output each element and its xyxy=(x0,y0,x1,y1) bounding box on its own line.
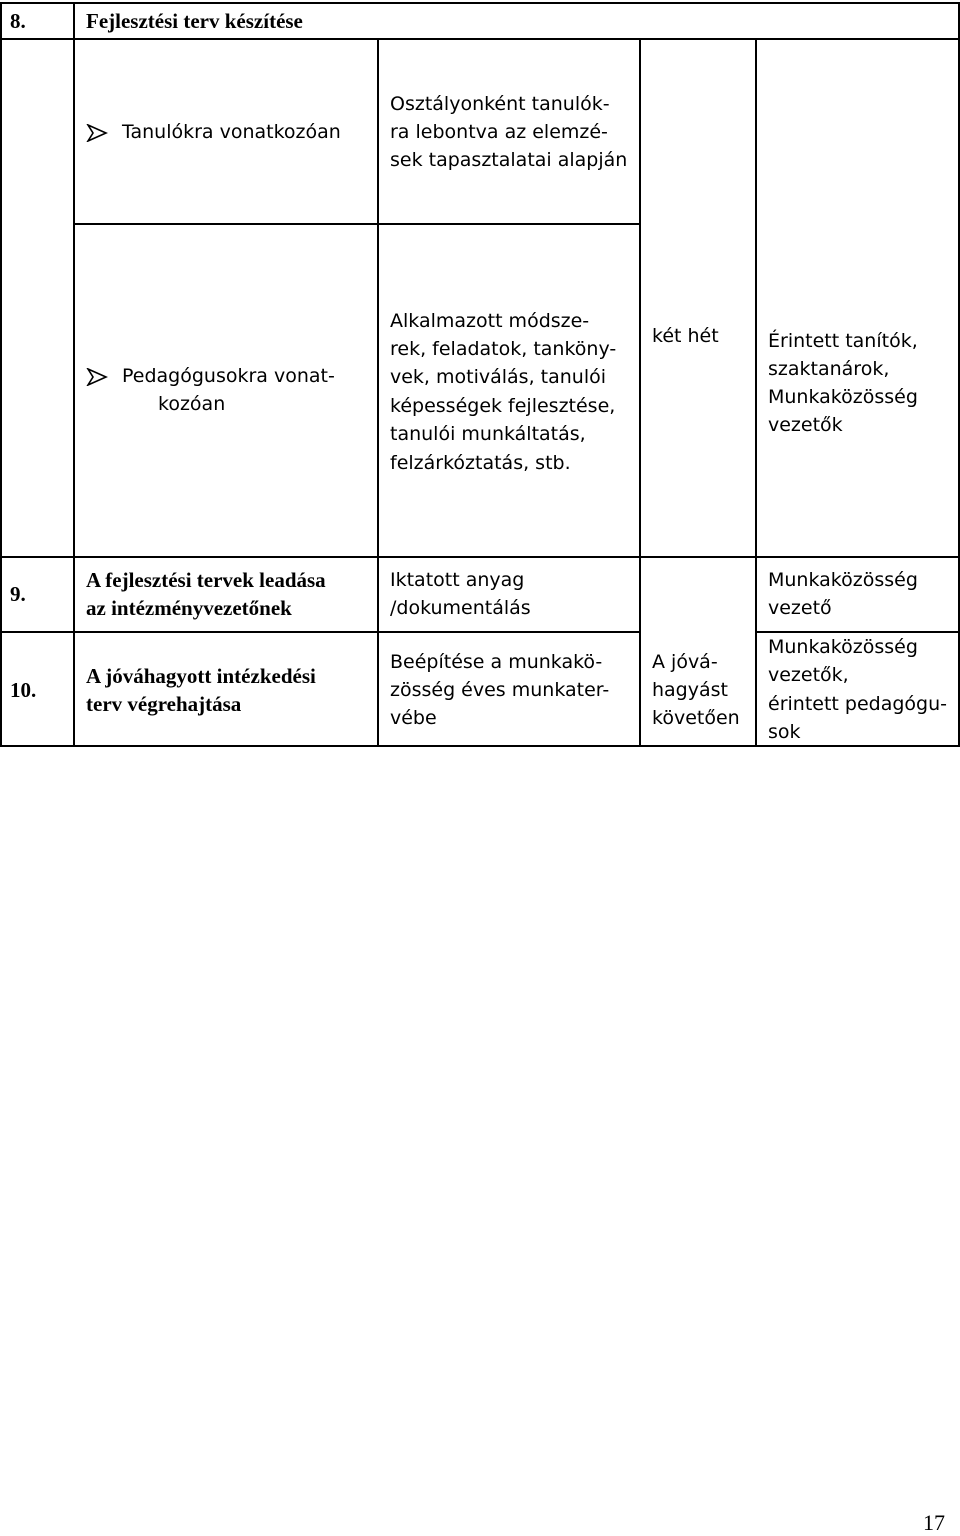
column-divider-4 xyxy=(755,38,757,747)
row-number: 10. xyxy=(10,678,37,702)
row-task-line: A fejlesztési tervek leadása xyxy=(86,568,326,592)
row-method-line: vébe xyxy=(390,707,437,729)
row-method-line: Iktatott anyag xyxy=(390,569,525,591)
responsible-line: szaktanárok, xyxy=(768,358,890,380)
deadline: két hét xyxy=(652,325,719,347)
row-deadline-line: A jóvá- xyxy=(652,651,718,673)
row-deadline-line: követően xyxy=(652,707,740,729)
row-responsible-line: Munkaközösség xyxy=(768,636,918,658)
column-divider-1 xyxy=(73,2,75,747)
responsible-line: vezetők xyxy=(768,414,843,436)
column-divider-2 xyxy=(377,38,379,747)
row-deadline-line: hagyást xyxy=(652,679,728,701)
responsible-line: Munkaközösség xyxy=(768,386,918,408)
row-method-line: zösség éves munkater- xyxy=(390,679,610,701)
row-responsible-line: érintett pedagógu- xyxy=(768,693,947,715)
row-task-line: terv végrehajtása xyxy=(86,692,242,716)
header-row-divider xyxy=(0,38,960,40)
sub-row-label-students: Tanulókra vonatkozóan xyxy=(122,121,341,143)
row-method-line: Beépítése a munkakö- xyxy=(390,651,603,673)
row-divider-9 xyxy=(0,556,960,558)
sub-row-method-line: rek, feladatok, tanköny- xyxy=(390,338,617,360)
section-title: Fejlesztési terv készítése xyxy=(86,9,303,33)
arrow-bullet-icon xyxy=(86,124,108,142)
arrow-bullet-icon xyxy=(86,368,108,386)
sub-row-method-line: sek tapasztalatai alapján xyxy=(390,149,628,171)
table-border-top xyxy=(0,2,960,4)
row-method-line: /dokumentálás xyxy=(390,597,531,619)
sub-row-divider xyxy=(73,223,640,225)
row-divider-10-left xyxy=(0,631,640,633)
responsible-line: Érintett tanítók, xyxy=(768,330,918,352)
sub-row-method-line: Osztályonként tanulók- xyxy=(390,93,610,115)
sub-row-method-line: ra lebontva az elemzé- xyxy=(390,121,608,143)
row-responsible-line: vezető xyxy=(768,597,832,619)
row-responsible-line: Munkaközösség xyxy=(768,569,918,591)
sub-row-method-line: vek, motiválás, tanulói xyxy=(390,366,607,388)
column-divider-3 xyxy=(639,38,641,747)
sub-row-method-line: tanulói munkáltatás, xyxy=(390,423,586,445)
row-task-line: az intézményvezetőnek xyxy=(86,596,292,620)
sub-row-label-teachers: Pedagógusokra vonat- xyxy=(122,365,335,387)
row-responsible-line: vezetők, xyxy=(768,664,849,686)
sub-row-method-line: Alkalmazott módsze- xyxy=(390,310,590,332)
sub-row-method-line: felzárkóztatás, stb. xyxy=(390,452,571,474)
section-number: 8. xyxy=(10,9,26,33)
sub-row-method-line: képességek fejlesztése, xyxy=(390,395,616,417)
row-number: 9. xyxy=(10,582,26,606)
table-border-bottom xyxy=(0,745,960,747)
row-responsible-line: sok xyxy=(768,721,801,743)
row-task-line: A jóváhagyott intézkedési xyxy=(86,664,316,688)
page-number: 17 xyxy=(923,1510,945,1535)
table-border-left xyxy=(0,2,2,747)
sub-row-label-teachers: kozóan xyxy=(158,393,226,415)
